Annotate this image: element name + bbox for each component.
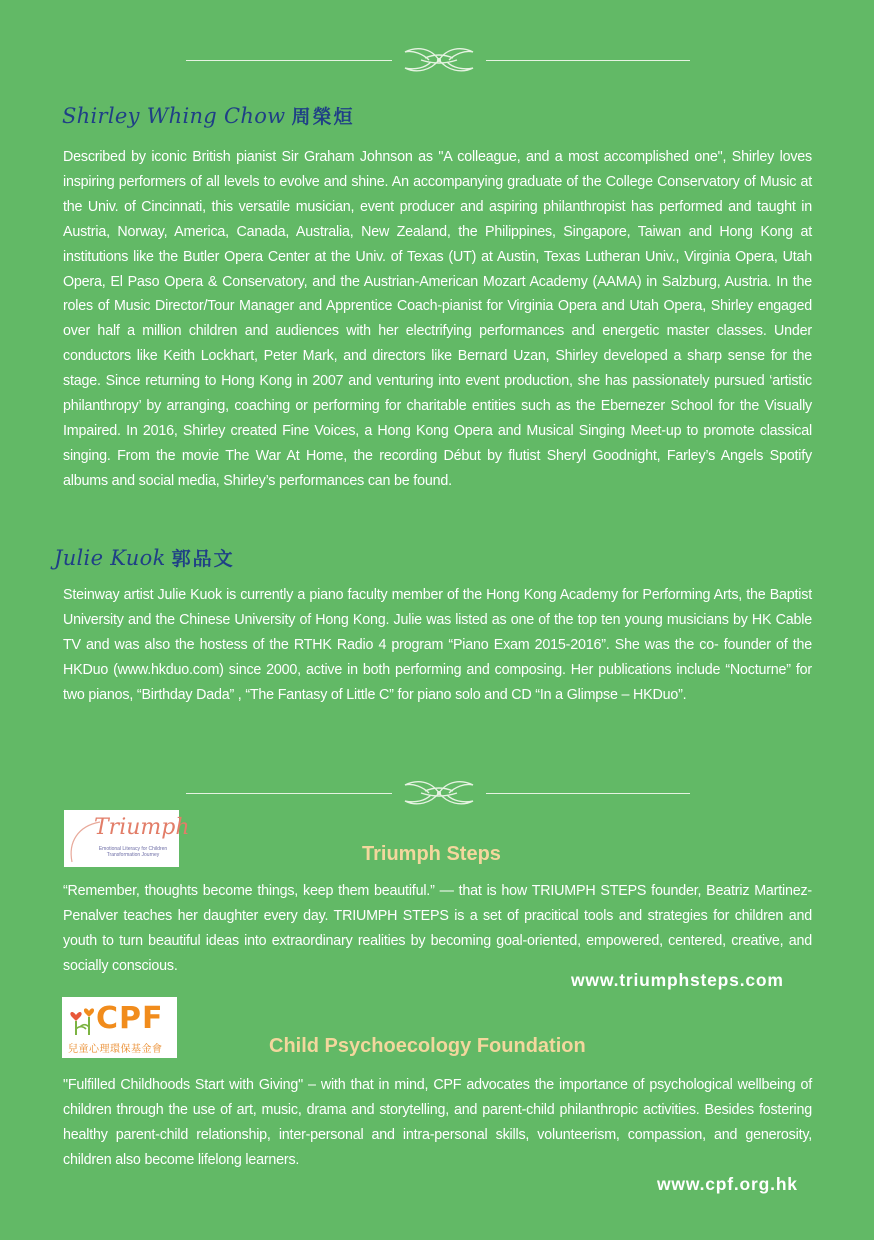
ornament-divider-middle [186,771,690,815]
cpf-logo-chinese: 兒童心理環保基金會 [68,1044,163,1055]
triumph-steps-logo [64,810,190,867]
cpf-logo-letters: CPF [96,1001,164,1036]
bio-name: Shirley Whing Chow [62,104,286,128]
cpf-title: Child Psychoecology Foundation [269,1035,586,1057]
bio-paragraph-julie: Steinway artist Julie Kuok is currently a piano faculty member of the Hong Kong Academy for Performing Arts, the Baptist University and the Chinese University of Hong Kong. Julie was listed as one of the top ten young musicians by HK Cable TV and was also the hostess of the RTHK Radio 4 program “Piano Exam 2015-2016”. She was the co- founder of the HKDuo (www.hkduo.com) since 2000, active in both performing and composing. Her publications include “Nocturne” for two pianos, “Birthday Dada” , “The Fantasy of Little C” for piano solo and CD “In a Glimpse – HKDuo”. [63,587,812,703]
triumph-steps-title: Triumph Steps [362,843,501,865]
bio-heading-shirley [62,102,354,129]
cpf-url[interactable]: www.cpf.org.hk [657,1174,798,1194]
divider-line-right [486,60,690,61]
triumph-steps-description: “Remember, thoughts become things, keep them beautiful.” — that is how TRIUMPH STEPS founder, Beatriz Martinez-Penalver teaches her daughter every day. TRIUMPH STEPS is a set of pracitical tools and strategies for children and youth to turn beautiful ideas into extraordinary realities by becoming goal-oriented, empowered, centered, creative, and socially conscious. [63,883,812,974]
bio-paragraph-shirley: Described by iconic British pianist Sir Graham Johnson as "A colleague, and a most accomplished one", Shirley loves inspiring performers of all levels to evolve and shine. An accompanying graduate of the College Conservatory of Music at the Univ. of Cincinnati, this versatile musician, event producer and aspiring philanthropist has performed and taught in Austria, Norway, America, Canada, Australia, New Zealand, the Philippines, Singapore, Taiwan and Hong Kong at institutions like the Butler Opera Center at the Univ. of Texas (UT) at Austin, Texas Lutheran Univ., Virginia Opera, Utah Opera, El Paso Opera & Conservatory, and the Austrian-American Mozart Academy (AAMA) in Salzburg, Austria. In the roles of Music Director/Tour Manager and Apprentice Coach-pianist for Virginia Opera and Utah Opera, Shirley engaged over half a million children and audiences with her electrifying performances and energetic master classes. Under conductors like Keith Lockhart, Peter Mark, and directors like Bernard Uzan, Shirley developed a sharp sense for the stage. Since returning to Hong Kong in 2007 and venturing into event production, she has passionately pursued ‘artistic philanthropy’ by arranging, coaching or performing for charitable entities such as the Ebernezer School for the Visually Impaired. In 2016, Shirley created Fine Voices, a Hong Kong Opera and Musical Singing Meet-up to promote classical singing. From the movie The War At Home, the recording Début by flutist Sheryl Goodnight, Farley’s Angels Spotify albums and social media, Shirley’s performances can be found. [63,149,812,489]
divider-line-left [186,793,392,794]
cpf-logo [62,997,177,1058]
triumph-steps-url[interactable]: www.triumphsteps.com [571,970,784,990]
bio-heading-julie [54,544,235,571]
flourish-ornament-icon [391,38,487,82]
triumph-logo-tagline: Emotional Literacy for Children Transformation Journey [98,846,168,858]
bio-name-cjk: 周榮烜 [291,106,355,128]
divider-line-right [486,793,690,794]
divider-line-left [186,60,392,61]
triumph-logo-word: Triumph [94,815,190,840]
ornament-divider-top [186,38,690,82]
cpf-description: "Fulfilled Childhoods Start with Giving" – with that in mind, CPF advocates the importance of psychological wellbeing of children through the use of art, music, drama and storytelling, and parent-child philanthropic activities. Besides fostering healthy parent-child relationship, inter-personal and intra-personal skills, volunteerism, compassion, and generosity, children also become lifelong learners. [63,1077,812,1168]
bio-name: Julie Kuok [54,546,166,570]
bio-name-cjk: 郭品文 [171,548,235,570]
flourish-ornament-icon [391,771,487,815]
heart-flower-icon [68,1005,98,1039]
